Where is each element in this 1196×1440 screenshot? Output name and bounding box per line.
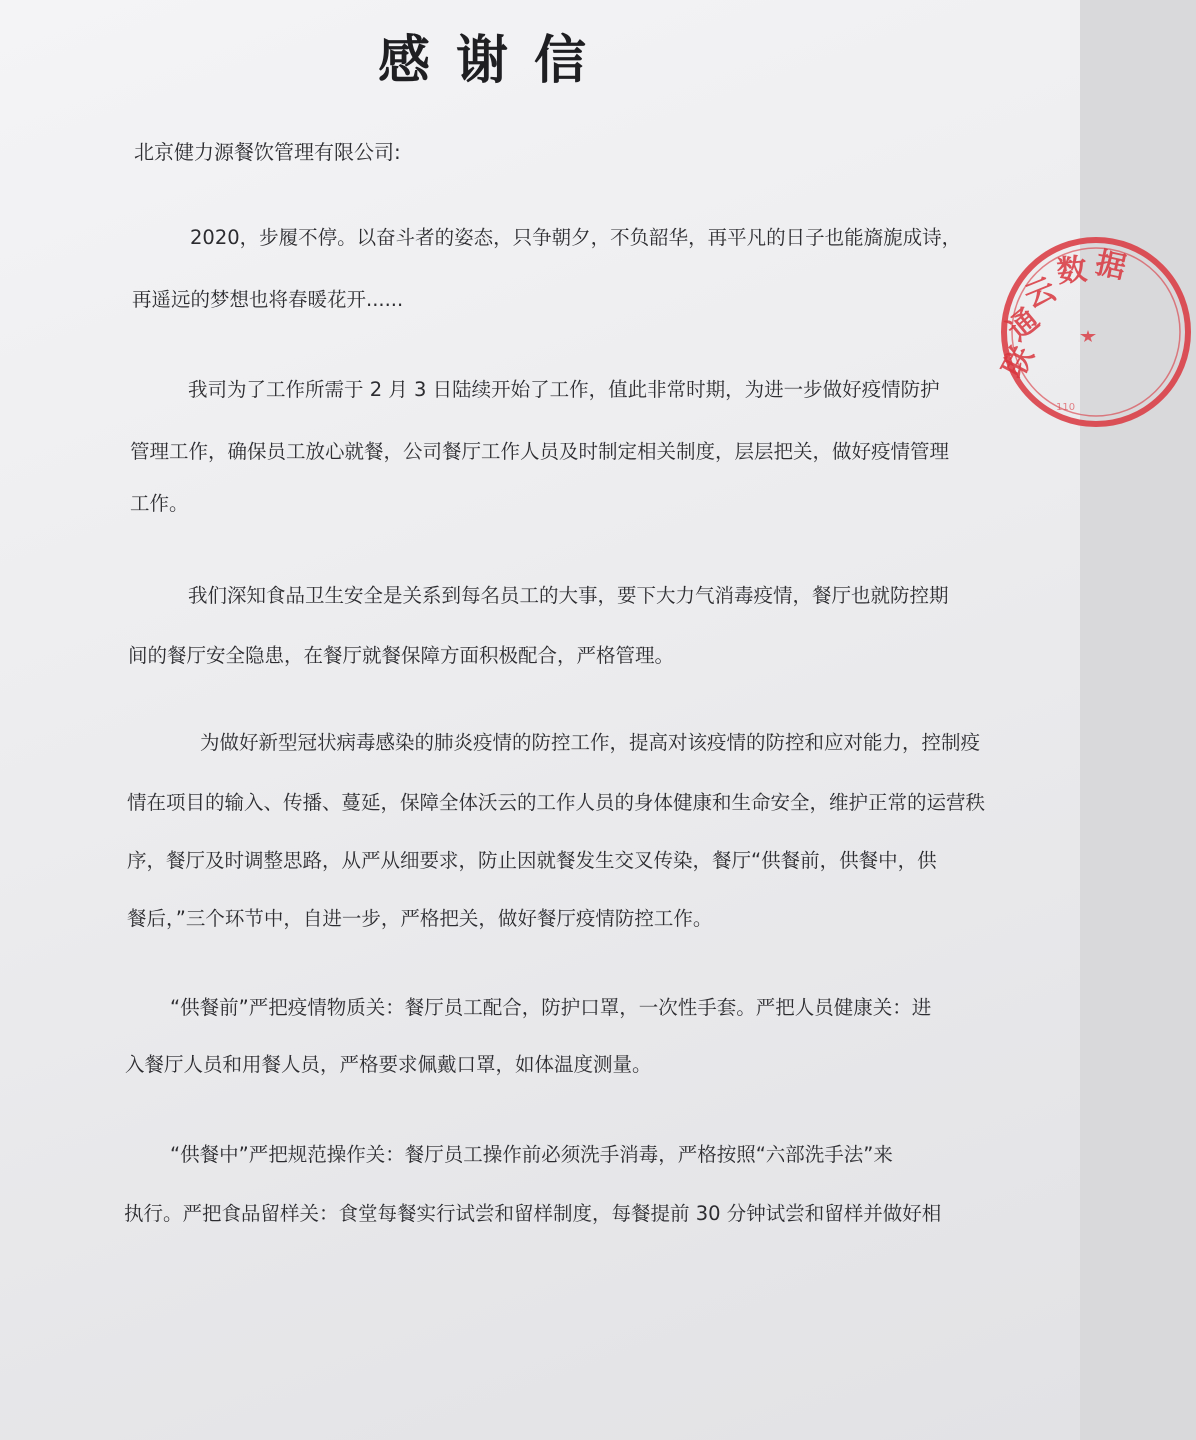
company-seal — [996, 232, 1196, 432]
body-line: 餐后，”三个环节中，自进一步，严格把关，做好餐厅疫情防控工作。 — [127, 907, 713, 930]
svg-text:数: 数 — [1055, 252, 1089, 290]
body-line: 工作。 — [130, 492, 189, 515]
body-line: 管理工作，确保员工放心就餐，公司餐厅工作人员及时制定相关制度，层层把关，做好疫情管理 — [130, 440, 950, 463]
body-line: 情在项目的输入、传播、蔓延，保障全体沃云的工作人员的身体健康和生命安全，维护正常的运营秩 — [127, 791, 986, 814]
body-line: 2020，步履不停。以奋斗者的姿态，只争朝夕，不负韶华，再平凡的日子也能旖旎成诗， — [190, 226, 962, 249]
body-line: 间的餐厅安全隐患，在餐厅就餐保障方面积极配合，严格管理。 — [128, 644, 675, 667]
svg-text:据: 据 — [1092, 245, 1129, 287]
body-line: 序，餐厅及时调整思路，从严从细要求，防止因就餐发生交叉传染，餐厅“供餐前，供餐中，供 — [127, 849, 937, 872]
svg-text:云: 云 — [1019, 271, 1061, 316]
body-line: 为做好新型冠状病毒感染的肺炎疫情的防控工作，提高对该疫情的防控和应对能力，控制疫 — [200, 731, 981, 754]
body-line: 我们深知食品卫生安全是关系到每名员工的大事，要下大力气消毒疫情，餐厅也就防控期 — [188, 584, 949, 607]
letter-title: 感谢信 — [377, 30, 612, 91]
svg-text:通: 通 — [1000, 302, 1047, 349]
svg-text:110: 110 — [1056, 402, 1076, 413]
body-line: 我司为了工作所需于 2 月 3 日陆续开始了工作，值此非常时期，为进一步做好疫情防护 — [188, 378, 940, 401]
body-line: 入餐厅人员和用餐人员，严格要求佩戴口罩，如体温度测量。 — [125, 1053, 652, 1076]
letter-salutation: 北京健力源餐饮管理有限公司: — [134, 140, 401, 164]
body-line: 执行。严把食品留样关：食堂每餐实行试尝和留样制度，每餐提前 30 分钟试尝和留样并做好相 — [124, 1202, 942, 1225]
body-line: “供餐前”严把疫情物质关：餐厅员工配合，防护口罩，一次性手套。严把人员健康关：进 — [170, 996, 932, 1019]
body-line: “供餐中”严把规范操作关：餐厅员工操作前必须洗手消毒，严格按照“六部洗手法”来 — [170, 1143, 893, 1166]
svg-text:联: 联 — [996, 340, 1042, 384]
body-line: 再遥远的梦想也将春暖花开...... — [132, 288, 404, 311]
